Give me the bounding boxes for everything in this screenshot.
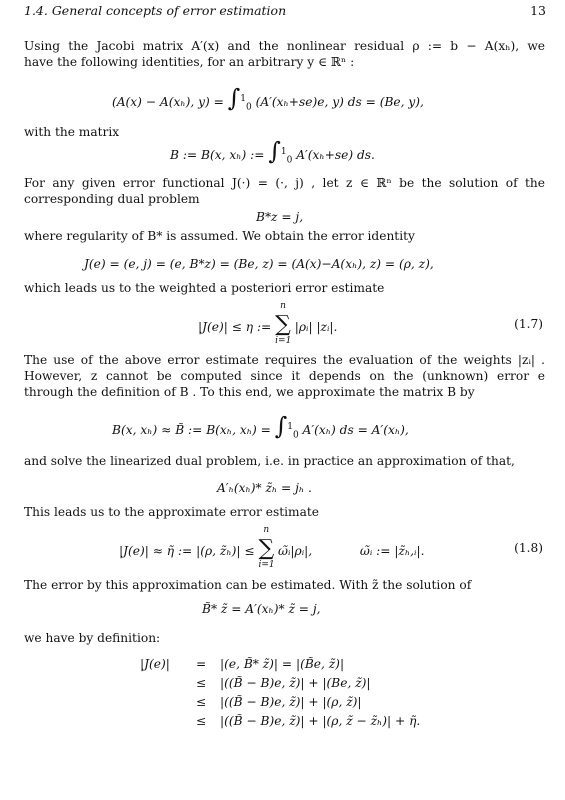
equation-chain-rhs: |((B̃ − B)e, z̃)| + |(ρ, z̃ − z̃ₕ)| + η̃.	[220, 714, 421, 728]
equation-rhs: A′(xₕ) ds = A′(xₕ),	[302, 423, 409, 437]
text-by-definition: we have by definition:	[24, 631, 161, 645]
integral-upper-limit: 1	[280, 146, 287, 157]
equation-linearized-dual: A′ₕ(xₕ)* z̃ₕ = jₕ .	[217, 481, 312, 495]
relation-symbol: ≤	[196, 714, 207, 728]
relation-symbol: =	[196, 657, 207, 671]
integral-upper-limit: 1	[287, 421, 293, 432]
integral-sign: ∫	[227, 84, 241, 112]
integral-lower-limit: 0	[292, 430, 299, 441]
integral-lower-limit: 0	[286, 155, 293, 166]
equation-rhs: ω̃ᵢ|ρᵢ|,	[278, 544, 313, 558]
text-line: through the definition of B . To this end, we approximate the matrix B by	[24, 385, 475, 399]
integral-upper-limit: 1	[240, 93, 246, 104]
equation-number-1-7: (1.7)	[514, 317, 543, 331]
integral-lower-limit: 0	[245, 102, 252, 113]
summation-sign: n ∑ i=1	[275, 301, 292, 346]
paragraph-weights	[24, 352, 545, 400]
equation-lhs: |J(e)| ≤ η :=	[198, 320, 272, 334]
equation-chain-rhs: |((B̃ − B)e, z̃)| + |(Be, z̃)|	[220, 676, 371, 690]
equation-dual-problem: B*z = j,	[256, 210, 304, 224]
equation-number-1-8: (1.8)	[514, 541, 543, 555]
summation-sign: n ∑ i=1	[258, 525, 275, 570]
equation-rhs: A′(xₕ+se) ds.	[296, 148, 375, 162]
relation-symbol: ≤	[196, 676, 207, 690]
text-approx-estimate: This leads us to the approximate error estimate	[24, 505, 319, 519]
equation-lhs: B(x, xₕ) ≈ B̃ := B(xₕ, xₕ) =	[112, 423, 271, 437]
text-line: However, z cannot be computed since it depends on the (unknown) error e	[24, 369, 545, 383]
equation-1-8	[119, 525, 545, 570]
text-line: Using the Jacobi matrix A′(x) and the nonlinear residual ρ := b − A(xₕ), we	[24, 39, 545, 53]
page	[24, 0, 545, 800]
text-weighted-estimate: which leads us to the weighted a posteriori error estimate	[24, 281, 385, 295]
text-regularity: where regularity of B* is assumed. We obtain the error identity	[24, 229, 415, 243]
integral-sign: ∫	[274, 412, 288, 440]
paragraph-jacobi	[24, 38, 545, 70]
equation-error-identity: J(e) = (e, j) = (e, B*z) = (Be, z) = (A(x)−A(xₕ), z) = (ρ, z),	[84, 257, 434, 271]
equation-rhs: (A′(xₕ+se)e, y) ds = (Be, y),	[255, 95, 424, 109]
text-line: corresponding dual problem	[24, 192, 200, 206]
sum-upper-limit: n	[280, 301, 286, 311]
equation-lhs: B := B(x, xₕ) :=	[170, 148, 265, 162]
sum-upper-limit: n	[263, 525, 270, 535]
equation-tilde-dual: B̃* z̃ = A′(xₕ)* z̃ = j,	[202, 602, 321, 616]
sum-lower-limit: i=1	[275, 336, 292, 346]
page-number: 13	[530, 3, 546, 18]
equation-rhs: |ρᵢ| |zᵢ|.	[294, 320, 338, 334]
text-line: For any given error functional J(·) = (·, j) , let z ∈ ℝⁿ be the solution of the	[24, 176, 545, 190]
equation-lhs: |J(e)| ≈ η̃ := |(ρ, z̃ₕ)| ≤	[119, 544, 255, 558]
running-header: 1.4. General concepts of error estimation	[24, 3, 287, 18]
text-linearized-dual: and solve the linearized dual problem, i.e. in practice an approximation of that,	[24, 454, 515, 468]
equation-weights: ω̃ᵢ := |z̃ₕ,ᵢ|.	[359, 544, 425, 558]
text-error-approx: The error by this approximation can be estimated. With z̃ the solution of	[24, 578, 472, 592]
paragraph-dual-problem	[24, 175, 545, 207]
equation-approx-matrix	[112, 414, 409, 440]
text-with-matrix: with the matrix	[24, 125, 120, 139]
equation-chain-rhs: |((B̃ − B)e, z̃)| + |(ρ, z̃)|	[220, 695, 362, 709]
equation-1-7	[198, 301, 545, 346]
equation-chain-rhs: |(e, B̃* z̃)| = |(B̃e, z̃)|	[220, 657, 345, 671]
equation-lhs: (A(x) − A(xₕ), y) =	[112, 95, 224, 109]
equation-chain-lhs: |J(e)|	[140, 657, 170, 671]
text-line: have the following identities, for an arbitrary y ∈ ℝⁿ :	[24, 55, 355, 69]
sum-lower-limit: i=1	[258, 560, 275, 570]
text-line: The use of the above error estimate requires the evaluation of the weights |zᵢ| .	[24, 353, 545, 367]
relation-symbol: ≤	[196, 695, 207, 709]
equation-matrix-b	[170, 139, 375, 165]
integral-sign: ∫	[268, 137, 281, 165]
equation-residual-identity	[112, 86, 424, 112]
